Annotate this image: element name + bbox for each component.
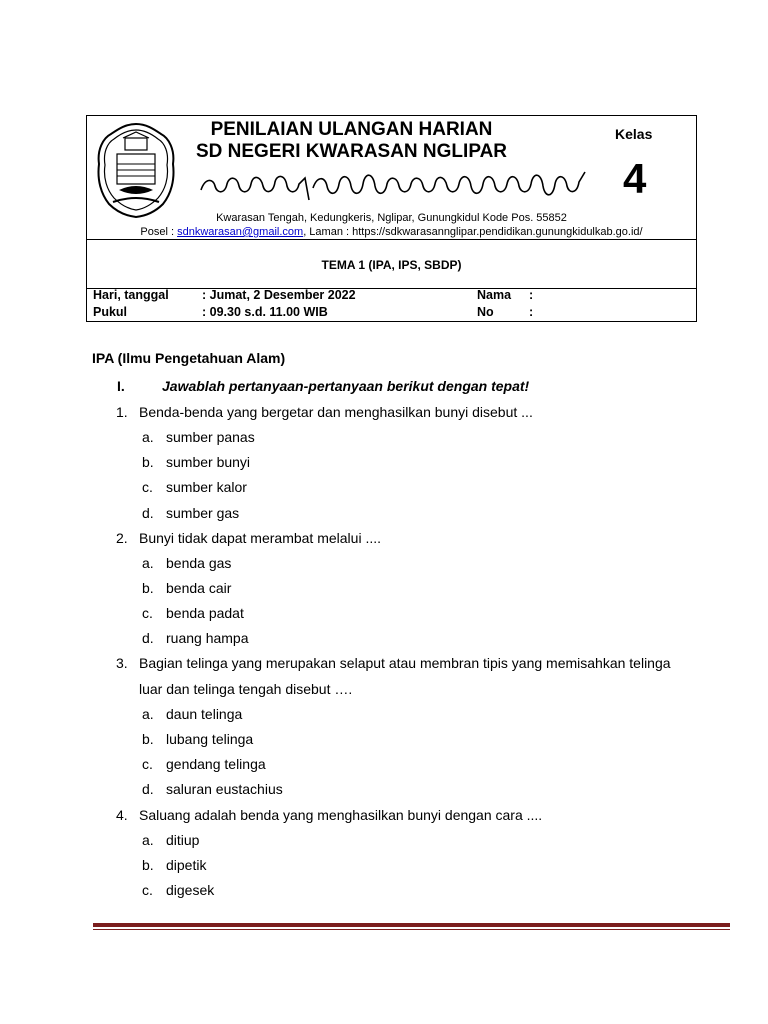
option-letter: c.	[142, 756, 153, 772]
school-contact	[87, 226, 696, 238]
option-letter: a.	[142, 429, 154, 445]
option-text: digesek	[166, 882, 215, 898]
option-letter: c.	[142, 479, 153, 495]
exam-title: PENILAIAN ULANGAN HARIAN	[210, 119, 493, 140]
question-number: 2.	[116, 530, 128, 546]
name-label: Nama	[477, 288, 512, 302]
option-text: sumber kalor	[166, 479, 247, 495]
instruction-text: Jawablah pertanyaan-pertanyaan berikut dengan tepat!	[162, 378, 530, 394]
option-letter: d.	[142, 505, 154, 521]
option-letter: b.	[142, 580, 154, 596]
number-colon: :	[529, 305, 534, 319]
option-text: lubang telinga	[166, 731, 254, 747]
option-text: benda gas	[166, 555, 232, 571]
option-text: sumber panas	[166, 429, 255, 445]
section-title: IPA (Ilmu Pengetahuan Alam)	[92, 350, 286, 366]
question-number: 4.	[116, 807, 128, 823]
option-letter: c.	[142, 605, 153, 621]
option-text: sumber bunyi	[166, 454, 251, 470]
option-text: gendang telinga	[166, 756, 266, 772]
option-letter: b.	[142, 857, 154, 873]
exam-header	[86, 115, 697, 322]
contact-prefix: Posel :	[140, 226, 178, 238]
footer-rule-thick	[93, 923, 730, 927]
option-letter: c.	[142, 882, 153, 898]
option-letter: d.	[142, 630, 154, 646]
time-label: Pukul	[93, 305, 128, 319]
email-link[interactable]: sdnkwarasan@gmail.com	[177, 226, 304, 238]
class-number: 4	[623, 155, 647, 202]
option-text: sumber gas	[166, 505, 240, 521]
option-letter: b.	[142, 731, 154, 747]
question-text: Bunyi tidak dapat merambat melalui ....	[139, 530, 382, 546]
option-text: ruang hampa	[166, 630, 249, 646]
option-text: benda cair	[166, 580, 232, 596]
question-number: 3.	[116, 655, 128, 671]
option-letter: d.	[142, 781, 154, 797]
option-letter: a.	[142, 706, 154, 722]
option-letter: a.	[142, 832, 154, 848]
option-text: daun telinga	[166, 706, 243, 722]
question-number: 1.	[116, 404, 128, 420]
date-label: Hari, tanggal	[93, 288, 169, 302]
question-text-line1: Bagian telinga yang merupakan selaput atau membran tipis yang memisahkan telinga	[139, 655, 671, 671]
option-text: ditiup	[166, 832, 200, 848]
website-text: , Laman : https://sdkwarasannglipar.pendidikan.gunungkidulkab.go.id/	[303, 226, 643, 238]
option-text: benda padat	[166, 605, 244, 621]
header-divider	[87, 239, 696, 240]
name-colon: :	[529, 288, 534, 302]
question-text: Benda-benda yang bergetar dan menghasilkan bunyi disebut ...	[139, 404, 533, 420]
number-label: No	[477, 305, 494, 319]
option-letter: a.	[142, 555, 154, 571]
school-address: Kwarasan Tengah, Kedungkeris, Nglipar, Gunungkidul Kode Pos. 55852	[216, 212, 567, 224]
question-text-line2: luar dan telinga tengah disebut ….	[139, 681, 353, 697]
exam-theme: TEMA 1 (IPA, IPS, SBDP)	[321, 258, 462, 272]
question-text: Saluang adalah benda yang menghasilkan bunyi dengan cara ....	[139, 807, 543, 823]
footer-rule-thin	[93, 929, 730, 930]
instruction-number: I.	[117, 378, 125, 394]
time-value: : 09.30 s.d. 11.00 WIB	[202, 305, 328, 319]
option-letter: b.	[142, 454, 154, 470]
school-name: SD NEGERI KWARASAN NGLIPAR	[195, 141, 508, 162]
javanese-script-school-name	[195, 164, 595, 204]
option-text: dipetik	[166, 857, 207, 873]
theme-divider	[87, 288, 696, 289]
class-label: Kelas	[615, 126, 653, 142]
date-value: : Jumat, 2 Desember 2022	[202, 288, 356, 302]
option-text: saluran eustachius	[166, 781, 283, 797]
